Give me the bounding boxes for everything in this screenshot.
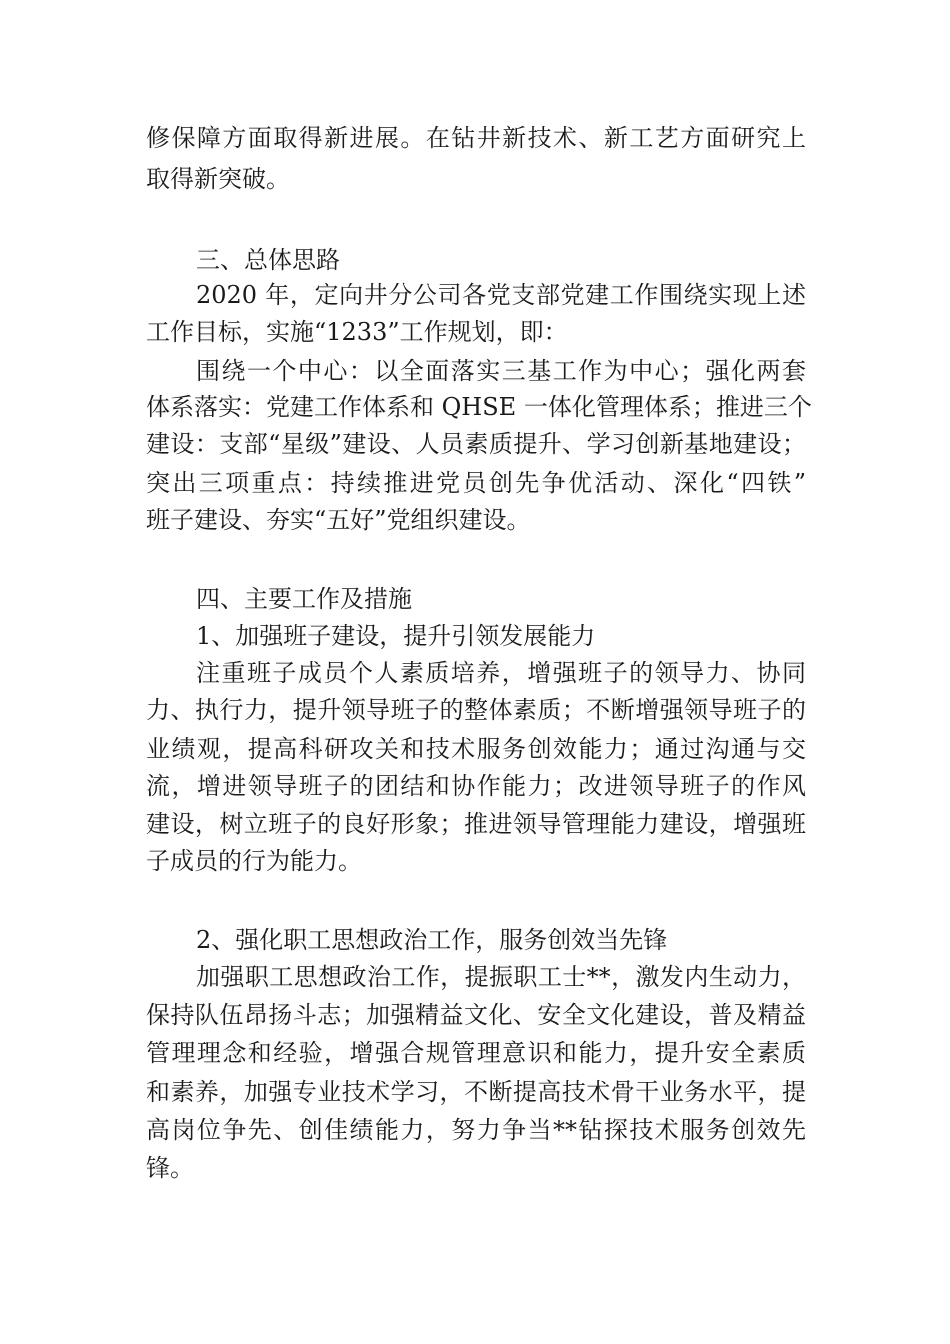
- paragraph-line: 高岗位争先、创佳绩能力，努力争当**钻探技术服务创效先: [146, 1116, 806, 1144]
- paragraph-line: 取得新突破。: [146, 165, 290, 193]
- paragraph-line: 突出三项重点：持续推进党员创先争优活动、深化“四铁”: [146, 469, 806, 497]
- paragraph-line: 业绩观，提高科研攻关和技术服务创效能力；通过沟通与交: [146, 735, 806, 763]
- paragraph-line: 力、执行力，提升领导班子的整体素质；不断增强领导班子的: [146, 696, 806, 724]
- paragraph-line: 子成员的行为能力。: [146, 847, 362, 875]
- paragraph-line: 建设，树立班子的良好形象；推进领导管理能力建设，增强班: [146, 810, 806, 838]
- paragraph-line: 2020 年，定向井分公司各党支部党建工作围绕实现上述: [196, 281, 806, 309]
- subsection-heading: 1、加强班子建设，提升引领发展能力: [196, 622, 596, 650]
- paragraph-line: 班子建设、夯实“五好”党组织建设。: [146, 506, 531, 534]
- paragraph-line: 和素养，加强专业技术学习，不断提高技术骨干业务水平，提: [146, 1078, 806, 1106]
- section-heading: 四、主要工作及措施: [196, 585, 412, 613]
- paragraph-line: 建设：支部“星级”建设、人员素质提升、学习创新基地建设；: [146, 430, 806, 458]
- paragraph-line: 工作目标，实施“1233”工作规划，即：: [146, 318, 568, 346]
- paragraph-line: 流，增进领导班子的团结和协作能力；改进领导班子的作风: [146, 772, 806, 800]
- paragraph-line: 管理理念和经验，增强合规管理意识和能力，提升安全素质: [146, 1039, 806, 1067]
- paragraph-line: 锋。: [146, 1154, 194, 1182]
- paragraph-line: 修保障方面取得新进展。在钻井新技术、新工艺方面研究上: [146, 124, 806, 152]
- paragraph-line: 保持队伍昂扬斗志；加强精益文化、安全文化建设，普及精益: [146, 1001, 806, 1029]
- paragraph-line: 体系落实：党建工作体系和 QHSE 一体化管理体系；推进三个: [146, 393, 812, 421]
- section-heading: 三、总体思路: [196, 246, 340, 274]
- paragraph-line: 加强职工思想政治工作，提振职工士**，激发内生动力，: [196, 963, 806, 991]
- paragraph-line: 围绕一个中心：以全面落实三基工作为中心；强化两套: [196, 357, 806, 385]
- paragraph-line: 注重班子成员个人素质培养，增强班子的领导力、协同: [196, 659, 806, 687]
- subsection-heading: 2、强化职工思想政治工作，服务创效当先锋: [196, 926, 668, 954]
